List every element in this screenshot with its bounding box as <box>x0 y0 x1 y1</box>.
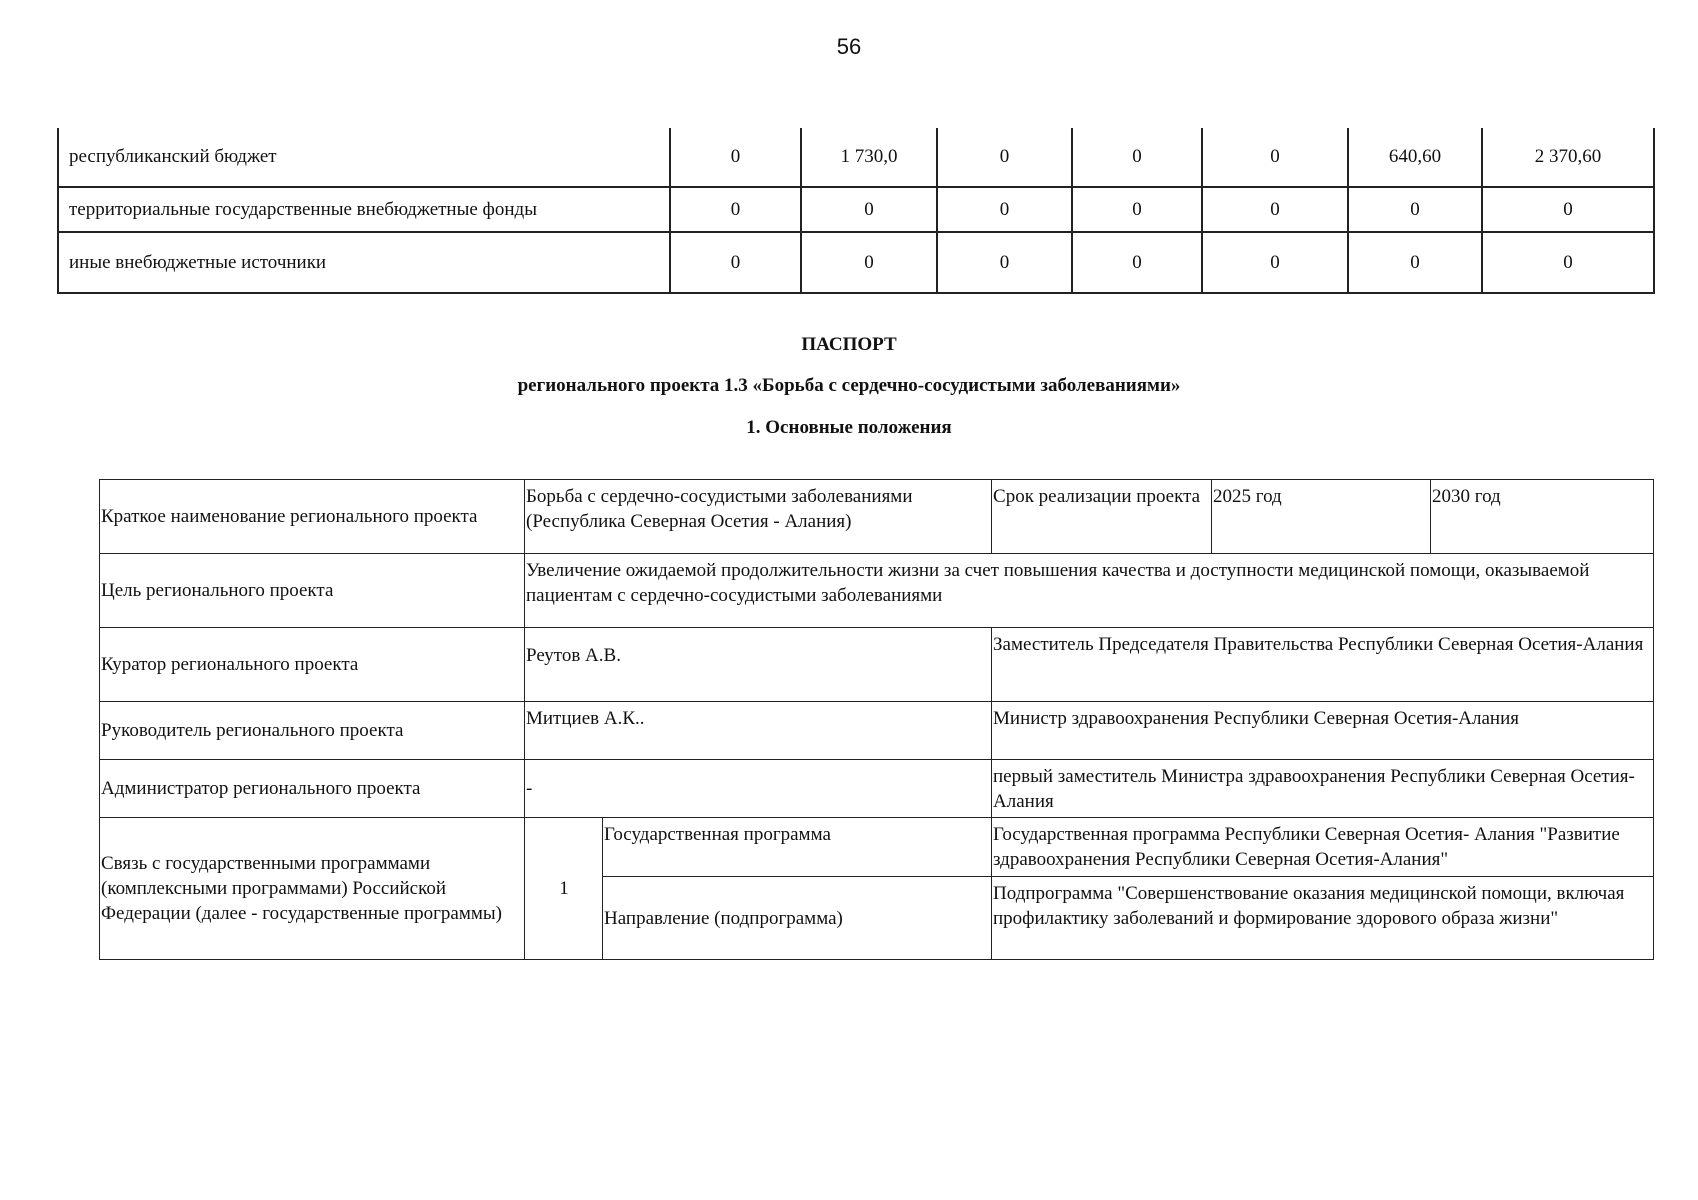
budget-cell: 0 <box>1482 232 1654 293</box>
budget-row <box>58 187 1654 232</box>
budget-cell: 0 <box>670 232 801 293</box>
section-heading: 1. Основные положения <box>746 417 952 438</box>
budget-cell: 0 <box>801 187 937 232</box>
passport-table <box>99 479 1654 960</box>
curator-name: Реутов А.В. <box>525 628 992 702</box>
page-number: 56 <box>836 34 862 59</box>
admin-label: Администратор регионального проекта <box>100 760 525 818</box>
program-value: Государственная программа Республики Северная Осетия- Алания "Развитие здравоохранения Республики Северная Осетия-Алания" <box>992 818 1654 877</box>
budget-cell: 0 <box>1202 187 1348 232</box>
head-label: Руководитель регионального проекта <box>100 702 525 760</box>
budget-cell: 1 730,0 <box>801 128 937 187</box>
budget-cell: 0 <box>1072 232 1202 293</box>
admin-name: - <box>525 760 992 818</box>
curator-position: Заместитель Председателя Правительства Республики Северная Осетия-Алания <box>992 628 1654 702</box>
short-name-label: Краткое наименование регионального проекта <box>100 480 525 554</box>
period-label: Срок реализации проекта <box>992 480 1212 554</box>
table-row <box>100 760 1654 818</box>
budget-cell: 0 <box>670 128 801 187</box>
budget-row-label: республиканский бюджет <box>58 128 670 187</box>
budget-cell: 0 <box>801 232 937 293</box>
budget-cell: 0 <box>1072 187 1202 232</box>
budget-table <box>57 128 1655 294</box>
budget-cell: 2 370,60 <box>1482 128 1654 187</box>
budget-cell: 640,60 <box>1348 128 1482 187</box>
budget-cell: 0 <box>937 187 1072 232</box>
passport-title: ПАСПОРТ <box>801 334 897 355</box>
head-position: Министр здравоохранения Республики Северная Осетия-Алания <box>992 702 1654 760</box>
table-row <box>100 702 1654 760</box>
budget-cell: 0 <box>1202 128 1348 187</box>
budget-cell: 0 <box>937 232 1072 293</box>
passport-subtitle: регионального проекта 1.3 «Борьба с сердечно-сосудистыми заболеваниями» <box>517 375 1181 396</box>
budget-row <box>58 232 1654 293</box>
subprogram-value: Подпрограмма "Совершенствование оказания медицинской помощи, включая профилактику заболеваний и формирование здорового образа жизни" <box>992 877 1654 960</box>
budget-row-label: территориальные государственные внебюджетные фонды <box>58 187 670 232</box>
link-number: 1 <box>525 818 603 960</box>
budget-cell: 0 <box>1202 232 1348 293</box>
head-name: Митциев А.К.. <box>525 702 992 760</box>
table-row <box>100 628 1654 702</box>
budget-cell: 0 <box>1482 187 1654 232</box>
goal-value: Увеличение ожидаемой продолжительности жизни за счет повышения качества и доступности медицинской помощи, оказываемой пациентам с сердечно-сосудистыми заболеваниями <box>525 554 1654 628</box>
budget-cell: 0 <box>1348 232 1482 293</box>
period-end: 2030 год <box>1431 480 1654 554</box>
subprogram-label: Направление (подпрограмма) <box>603 877 992 960</box>
table-row <box>100 480 1654 554</box>
table-row <box>100 818 1654 877</box>
budget-row <box>58 128 1654 187</box>
table-row <box>100 554 1654 628</box>
period-start: 2025 год <box>1212 480 1431 554</box>
goal-label: Цель регионального проекта <box>100 554 525 628</box>
link-label: Связь с государственными программами (комплексными программами) Российской Федерации (далее - государственные программы) <box>100 818 525 960</box>
program-label: Государственная программа <box>603 818 992 877</box>
budget-cell: 0 <box>937 128 1072 187</box>
budget-cell: 0 <box>1348 187 1482 232</box>
short-name-value: Борьба с сердечно-сосудистыми заболеваниями (Республика Северная Осетия - Алания) <box>525 480 992 554</box>
admin-position: первый заместитель Министра здравоохранения Республики Северная Осетия-Алания <box>992 760 1654 818</box>
budget-cell: 0 <box>670 187 801 232</box>
budget-cell: 0 <box>1072 128 1202 187</box>
budget-row-label: иные внебюджетные источники <box>58 232 670 293</box>
curator-label: Куратор регионального проекта <box>100 628 525 702</box>
